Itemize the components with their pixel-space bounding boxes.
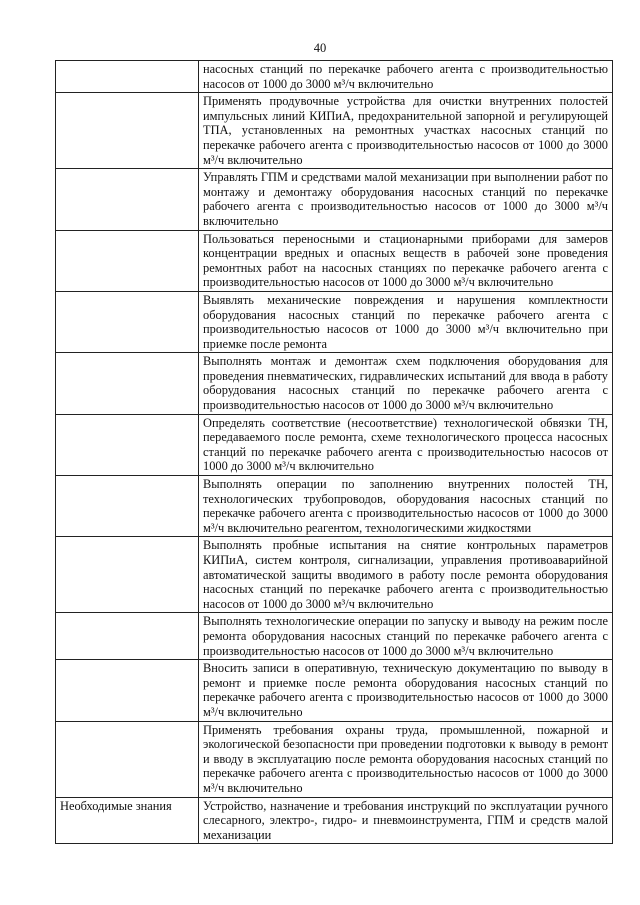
row-label-cell [56, 353, 199, 414]
row-label-cell [56, 169, 199, 230]
row-label-cell [56, 660, 199, 721]
row-text-cell: Выполнять пробные испытания на снятие контрольных параметров КИПиА, систем контроля, сигнализации, управления противоаварийной автоматической защиты вводимого в работу после ремонта оборудования насосных станций по перекачке рабочего агента с производительностью насосов от 1000 до 3000 м³/ч включительно [199, 537, 613, 613]
table-row [56, 613, 613, 660]
table-row [56, 537, 613, 613]
page-number: 40 [313, 41, 327, 55]
table-row [56, 476, 613, 537]
row-label-cell [56, 61, 199, 93]
table-row [56, 353, 613, 414]
table-row [56, 414, 613, 475]
row-text-cell: Выполнять операции по заполнению внутренних полостей ТН, технологических трубопроводов, оборудования насосных станций по перекачке рабочего агента с производительностью насосов от 1000 до 3000 м³/ч включительно реагентом, технологическими жидкостями [199, 476, 613, 537]
table-row [56, 230, 613, 291]
table-row [56, 291, 613, 352]
row-label-cell [56, 476, 199, 537]
row-text-cell: Применять требования охраны труда, промышленной, пожарной и экологической безопасности при проведении подготовки к выводу в ремонт и вводу в эксплуатацию после ремонта оборудования насосных станций по перекачке рабочего агента с производительностью насосов от 1000 до 3000 м³/ч включительно [199, 721, 613, 797]
row-label-cell [56, 414, 199, 475]
row-text-cell: Вносить записи в оперативную, техническую документацию по выводу в ремонт и приемке после ремонта оборудования насосных станций по перекачке рабочего агента с производительностью насосов от 1000 до 3000 м³/ч включительно [199, 660, 613, 721]
required-knowledge-label: Необходимые знания [56, 797, 199, 844]
table-row [56, 721, 613, 797]
row-text-cell: Определять соответствие (несоответствие) технологической обвязки ТН, передаваемого после ремонта, схеме технологического процесса насосных станций по перекачке рабочего агента с производительностью насосов от 1000 до 3000 м³/ч включительно [199, 414, 613, 475]
table-row [56, 660, 613, 721]
row-text-cell: Управлять ГПМ и средствами малой механизации при выполнении работ по монтажу и демонтажу оборудования насосных станций по перекачке рабочего агента с производительностью насосов от 1000 до 3000 м³/ч включительно [199, 169, 613, 230]
row-text-cell: Выполнять технологические операции по запуску и выводу на режим после ремонта оборудования насосных станций по перекачке рабочего агента с производительностью насосов от 1000 до 3000 м³/ч включительно [199, 613, 613, 660]
row-text-cell: Выявлять механические повреждения и нарушения комплектности оборудования насосных станций по перекачке рабочего агента с производительностью насосов от 1000 до 3000 м³/ч включительно при приемке после ремонта [199, 291, 613, 352]
row-label-cell [56, 93, 199, 169]
row-text-cell: Устройство, назначение и требования инструкций по эксплуатации ручного слесарного, электро-, гидро- и пневмоинструмента, ГПМ и средств малой механизации [199, 797, 613, 844]
row-label-cell [56, 537, 199, 613]
row-label-cell [56, 230, 199, 291]
row-text-cell: Выполнять монтаж и демонтаж схем подключения оборудования для проведения пневматических, гидравлических испытаний для ввода в работу оборудования насосных станций по перекачке рабочего агента с производительностью насосов от 1000 до 3000 м³/ч включительно [199, 353, 613, 414]
row-text-cell: Пользоваться переносными и стационарными приборами для замеров концентрации вредных и опасных веществ в рабочей зоне проведения ремонтных работ на насосных станциях по перекачке рабочего агента с производительностью насосов от 1000 до 3000 м³/ч включительно [199, 230, 613, 291]
table-row [56, 93, 613, 169]
row-text-cell: насосных станций по перекачке рабочего агента с производительностью насосов от 1000 до 3000 м³/ч включительно [199, 61, 613, 93]
table-row [56, 61, 613, 93]
table-row [56, 169, 613, 230]
table-row [56, 797, 613, 844]
row-label-cell [56, 291, 199, 352]
row-text-cell: Применять продувочные устройства для очистки внутренних полостей импульсных линий КИПиА, предохранительной запорной и регулирующей ТПА, установленных на ремонтных участках насосных станций по перекачке рабочего агента с производительностью насосов от 1000 до 3000 м³/ч включительно [199, 93, 613, 169]
skills-table [55, 60, 613, 844]
row-label-cell [56, 721, 199, 797]
row-label-cell [56, 613, 199, 660]
